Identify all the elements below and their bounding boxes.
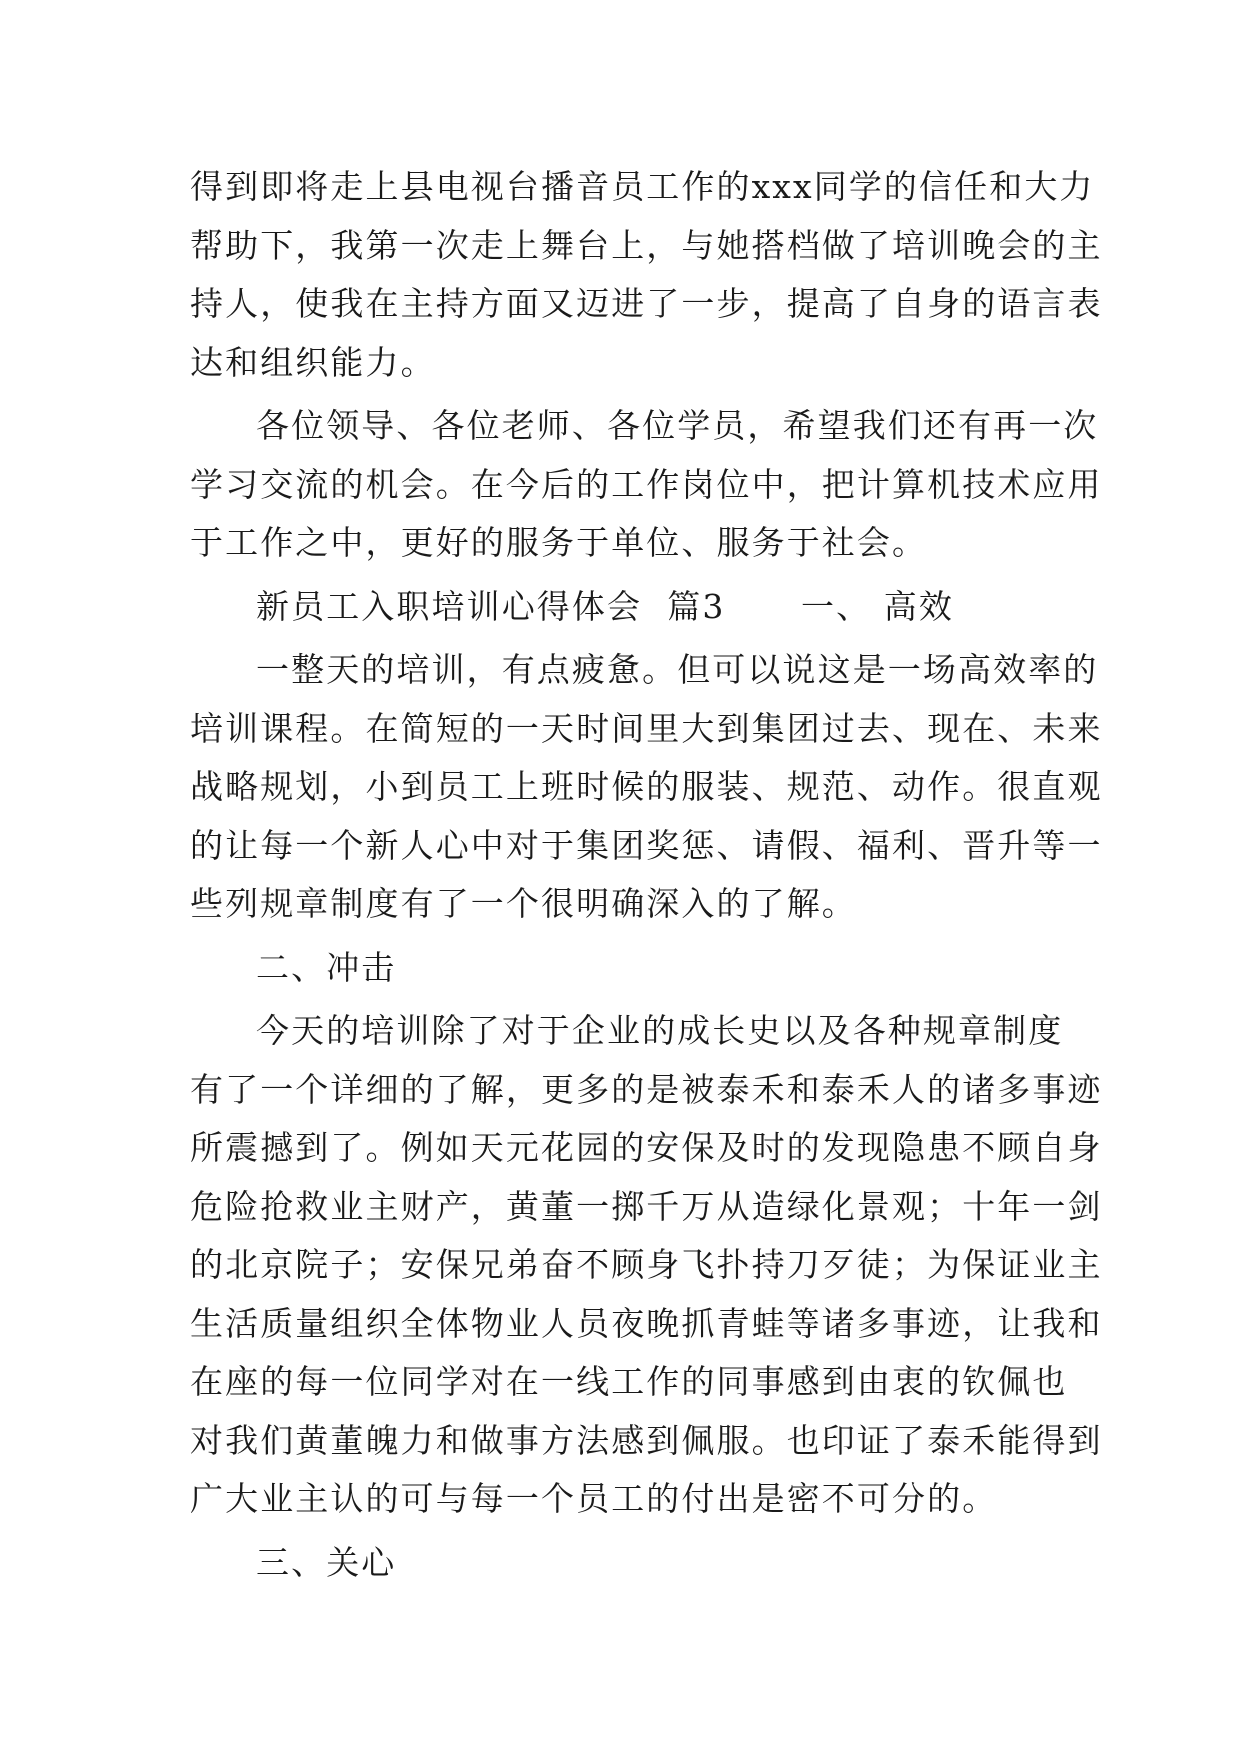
text-line: 一整天的培训，有点疲惫。但可以说这是一场高效率的	[256, 650, 1099, 689]
section-heading	[190, 578, 1070, 637]
text-line: 广大业主认的可与每一个员工的付出是密不可分的。	[190, 1479, 998, 1518]
subheading-care	[190, 1534, 1070, 1593]
paragraph-closing	[190, 397, 1103, 573]
text-line: 今天的培训除了对于企业的成长史以及各种规章制度	[256, 1011, 1064, 1050]
heading-line: 新员工入职培训心得体会 篇3 一、 高效	[256, 586, 955, 626]
text-line: 达和组织能力。	[190, 342, 436, 382]
text-line: 于工作之中，更好的服务于单位、服务于社会。	[190, 523, 928, 562]
text-line: 的让每一个新人心中对于集团奖惩、请假、福利、晋升等一	[190, 825, 1103, 865]
text-line: 得到即将走上县电视台播音员工作的xxx同学的信任和大力	[190, 167, 1095, 206]
text-line: 危险抢救业主财产，黄董一掷千万从造绿化景观；十年一剑	[190, 1186, 1103, 1226]
text-line: 所震撼到了。例如天元花园的安保及时的发现隐患不顾自身	[190, 1128, 1103, 1167]
paragraph-impact	[190, 1002, 1103, 1529]
text-line: 学习交流的机会。在今后的工作岗位中，把计算机技术应用	[190, 464, 1103, 504]
text-line: 对我们黄董魄力和做事方法感到佩服。也印证了泰禾能得到	[190, 1420, 1103, 1460]
paragraph-continuation	[190, 158, 1103, 392]
text-line: 些列规章制度有了一个很明确深入的了解。	[190, 884, 857, 923]
text-line: 培训课程。在简短的一天时间里大到集团过去、现在、未来	[190, 708, 1103, 748]
paragraph-efficiency	[190, 641, 1103, 934]
text-line: 战略规划，小到员工上班时候的服装、规范、动作。很直观	[190, 767, 1103, 806]
heading-line: 三、关心	[256, 1542, 397, 1582]
text-line: 在座的每一位同学对在一线工作的同事感到由衷的钦佩也	[190, 1362, 1068, 1401]
text-line: 帮助下，我第一次走上舞台上，与她搭档做了培训晚会的主	[190, 225, 1103, 265]
subheading-impact	[190, 939, 1070, 998]
text-line: 生活质量组织全体物业人员夜晚抓青蛙等诸多事迹，让我和	[190, 1303, 1103, 1343]
text-line: 持人，使我在主持方面又迈进了一步，提高了自身的语言表	[190, 284, 1103, 323]
text-line: 有了一个详细的了解，更多的是被泰禾和泰禾人的诸多事迹	[190, 1069, 1103, 1109]
text-line: 的北京院子；安保兄弟奋不顾身飞扑持刀歹徒；为保证业主	[190, 1245, 1103, 1284]
heading-line: 二、冲击	[256, 947, 397, 987]
document-body	[190, 158, 1103, 1592]
text-line: 各位领导、各位老师、各位学员，希望我们还有再一次	[256, 406, 1099, 445]
